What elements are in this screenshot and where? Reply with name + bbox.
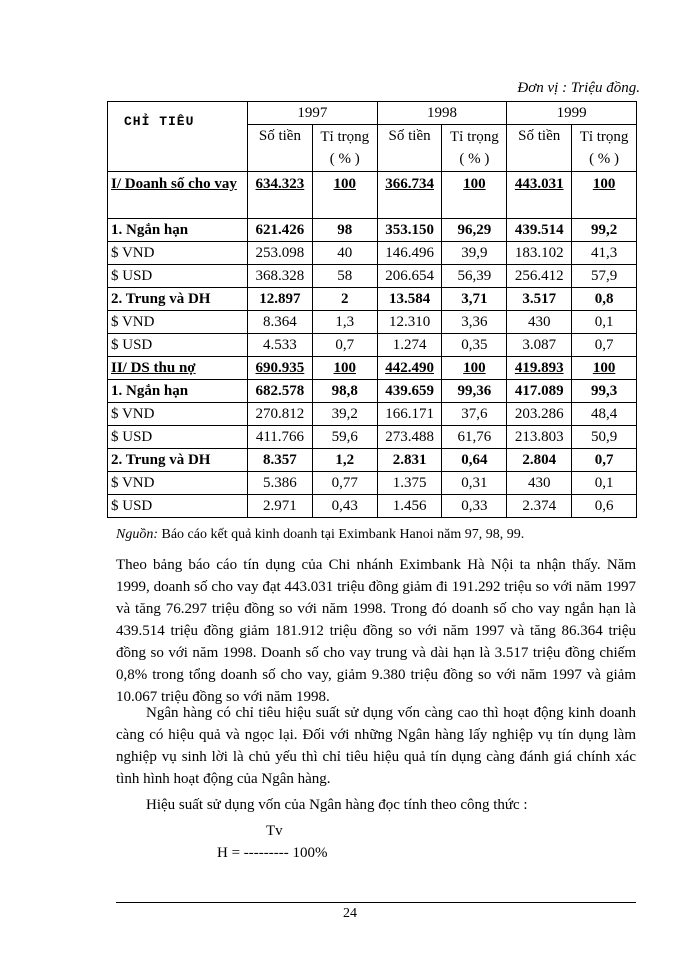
amount-cell: 443.031 [507,172,572,219]
amount-cell: 1.456 [377,495,442,518]
ratio-cell: 0,1 [572,311,637,334]
ratio-cell: 3,71 [442,288,507,311]
ratio-cell: 58 [312,265,377,288]
amount-cell: 690.935 [248,357,313,380]
row-label: $ VND [108,311,248,334]
table-row [108,357,637,380]
ratio-cell: 40 [312,242,377,265]
amount-cell: 13.584 [377,288,442,311]
year-1997: 1997 [248,102,378,125]
col-ratio-unit: ( % ) [589,151,620,167]
table-row [108,449,637,472]
year-1998: 1998 [377,102,507,125]
amount-cell: 1.375 [377,472,442,495]
amount-cell: 634.323 [248,172,313,219]
table-row [108,288,637,311]
amount-cell: 213.803 [507,426,572,449]
ratio-cell: 0,77 [312,472,377,495]
table-row [108,426,637,449]
ratio-cell: 1,3 [312,311,377,334]
ratio-cell: 0,43 [312,495,377,518]
ratio-cell: 100 [442,357,507,380]
table-header-years [108,102,637,125]
table-row [108,172,637,219]
paragraph-3: Hiệu suất sử dụng vốn của Ngân hàng đọc tính theo công thức : [146,797,528,813]
amount-cell: 270.812 [248,403,313,426]
ratio-cell: 0,7 [572,449,637,472]
row-label: $ USD [108,334,248,357]
amount-cell: 203.286 [507,403,572,426]
ratio-cell: 100 [312,172,377,219]
amount-cell: 12.310 [377,311,442,334]
col-amount-header: Số tiền [377,125,442,172]
ratio-cell: 0,31 [442,472,507,495]
amount-cell: 366.734 [377,172,442,219]
amount-cell: 1.274 [377,334,442,357]
ratio-cell: 100 [572,357,637,380]
amount-cell: 12.897 [248,288,313,311]
ratio-cell: 48,4 [572,403,637,426]
amount-cell: 2.971 [248,495,313,518]
ratio-cell: 2 [312,288,377,311]
ratio-cell: 0,7 [312,334,377,357]
ratio-cell: 3,36 [442,311,507,334]
ratio-cell: 59,6 [312,426,377,449]
amount-cell: 353.150 [377,219,442,242]
col-ratio-header [572,125,637,172]
amount-cell: 183.102 [507,242,572,265]
amount-cell: 439.514 [507,219,572,242]
amount-cell: 2.374 [507,495,572,518]
col-ratio-header [442,125,507,172]
ratio-cell: 57,9 [572,265,637,288]
amount-cell: 682.578 [248,380,313,403]
amount-cell: 3.087 [507,334,572,357]
amount-cell: 256.412 [507,265,572,288]
amount-cell: 442.490 [377,357,442,380]
ratio-cell: 100 [442,172,507,219]
amount-cell: 8.357 [248,449,313,472]
source-text: Báo cáo kết quả kinh doanh tại Eximbank Hanoi năm 97, 98, 99. [158,527,525,542]
credit-table [107,101,637,518]
row-label: 1. Ngắn hạn [108,219,248,242]
amount-cell: 430 [507,472,572,495]
table-row [108,242,637,265]
amount-cell: 368.328 [248,265,313,288]
ratio-cell: 96,29 [442,219,507,242]
amount-cell: 5.386 [248,472,313,495]
table-row [108,334,637,357]
ratio-cell: 1,2 [312,449,377,472]
ratio-cell: 98 [312,219,377,242]
ratio-cell: 50,9 [572,426,637,449]
row-label: $ USD [108,426,248,449]
ratio-cell: 41,3 [572,242,637,265]
row-label: 1. Ngắn hạn [108,380,248,403]
ratio-cell: 0,8 [572,288,637,311]
formula-expression: H = --------- 100% [217,845,328,861]
col-ratio-label: Tỉ trọng [579,129,629,145]
ratio-cell: 99,3 [572,380,637,403]
amount-cell: 166.171 [377,403,442,426]
col-ratio-label: Tỉ trọng [320,129,370,145]
row-label: 2. Trung và DH [108,288,248,311]
source-prefix: Nguồn: [116,527,158,542]
ratio-cell: 100 [572,172,637,219]
amount-cell: 411.766 [248,426,313,449]
amount-cell: 146.496 [377,242,442,265]
paragraph-2: Ngân hàng có chỉ tiêu hiệu suất sử dụng vốn càng cao thì hoạt động kinh doanh càng có hiệu quả và ngọc lại. Đối với những Ngân hàng lấy nghiệp vụ tín dụng làm nghiệp vụ sinh lời là chủ yếu thì chỉ tiêu hiệu quả tín dụng càng đánh giá chính xác tình hình hoạt động của Ngân hàng. [116,705,636,787]
ratio-cell: 37,6 [442,403,507,426]
ratio-cell: 0,35 [442,334,507,357]
table-row [108,265,637,288]
table-row [108,403,637,426]
amount-cell: 273.488 [377,426,442,449]
header-chi-tieu: CHỈ TIÊU [108,102,248,172]
amount-cell: 3.517 [507,288,572,311]
row-label: $ VND [108,242,248,265]
ratio-cell: 99,2 [572,219,637,242]
amount-cell: 2.804 [507,449,572,472]
col-ratio-header [312,125,377,172]
table-row [108,495,637,518]
ratio-cell: 98,8 [312,380,377,403]
row-label: II/ DS thu nợ [108,357,248,380]
amount-cell: 206.654 [377,265,442,288]
ratio-cell: 99,36 [442,380,507,403]
table-row [108,380,637,403]
ratio-cell: 0,6 [572,495,637,518]
paragraph-1: Theo bảng báo cáo tín dụng của Chi nhánh Eximbank Hà Nội ta nhận thấy. Năm 1999, doanh số cho vay đạt 443.031 triệu đồng giảm đi 191.292 triệu so với năm 1997 và tăng 76.297 triệu đồng so với năm 1998. Trong đó doanh số cho vay ngắn hạn là 439.514 triệu đồng giảm 181.912 triệu đồng so với năm 1997 và tăng 86.364 triệu đồng so với năm 1998. Doanh số cho vay trung và dài hạn là 3.517 triệu đồng chiếm 0,8% trong tổng doanh số cho vay, giảm 9.380 triệu đồng so với năm 1997 và giảm 10.067 triệu đồng so với năm 1998. [116,557,636,705]
col-ratio-label: Tỉ trọng [450,129,499,145]
amount-cell: 430 [507,311,572,334]
ratio-cell: 61,76 [442,426,507,449]
row-label: $ USD [108,495,248,518]
col-amount-header: Số tiền [248,125,313,172]
amount-cell: 419.893 [507,357,572,380]
unit-label: Đơn vị : Triệu đồng. [517,80,640,96]
table-row [108,219,637,242]
amount-cell: 439.659 [377,380,442,403]
row-label: $ VND [108,403,248,426]
row-label: $ USD [108,265,248,288]
table-body [108,172,637,518]
col-amount-header: Số tiền [507,125,572,172]
table-row [108,472,637,495]
ratio-cell: 0,33 [442,495,507,518]
year-1999: 1999 [507,102,637,125]
row-label: I/ Doanh số cho vay [108,172,248,219]
formula-numerator: Tv [266,823,283,839]
ratio-cell: 0,64 [442,449,507,472]
amount-cell: 417.089 [507,380,572,403]
col-ratio-unit: ( % ) [459,151,490,167]
source-note [116,527,524,543]
ratio-cell: 100 [312,357,377,380]
footer-divider [116,902,636,903]
ratio-cell: 56,39 [442,265,507,288]
page-number: 24 [343,906,357,921]
row-label: 2. Trung và DH [108,449,248,472]
ratio-cell: 0,1 [572,472,637,495]
col-ratio-unit: ( % ) [329,151,360,167]
amount-cell: 4.533 [248,334,313,357]
amount-cell: 2.831 [377,449,442,472]
amount-cell: 621.426 [248,219,313,242]
amount-cell: 8.364 [248,311,313,334]
row-label: $ VND [108,472,248,495]
amount-cell: 253.098 [248,242,313,265]
table-row [108,311,637,334]
ratio-cell: 0,7 [572,334,637,357]
ratio-cell: 39,9 [442,242,507,265]
ratio-cell: 39,2 [312,403,377,426]
